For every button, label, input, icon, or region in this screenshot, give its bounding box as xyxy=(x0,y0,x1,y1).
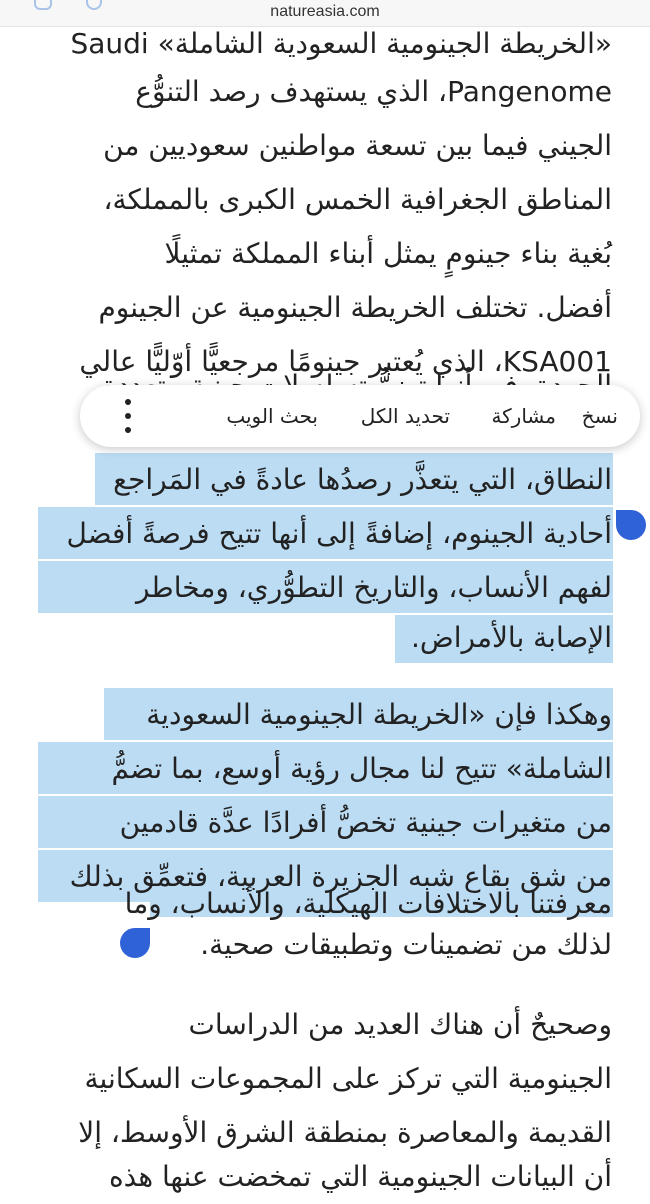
text-line: وهكذا فإن «الخريطة الجينومية السعودية xyxy=(146,698,612,731)
selection-start-handle[interactable] xyxy=(616,510,646,540)
text-line: لذلك من تضمينات وتطبيقات صحية. xyxy=(200,928,612,961)
text-line: أن البيانات الجينومية التي تمخضت عنها هذه xyxy=(108,1160,612,1193)
text-line: KSA001، الذي يُعتبر جينومًا مرجعيًّا أوّليًّا عالي xyxy=(79,345,612,378)
text-line: النطاق، التي يتعذَّر رصدُها عادةً في المَراجع xyxy=(113,463,612,496)
text-line: الإصابة بالأمراض. xyxy=(410,621,612,654)
text-selection-menu xyxy=(80,385,640,447)
more-vertical-icon[interactable] xyxy=(118,399,138,433)
text-line: القديمة والمعاصرة بمنطقة الشرق الأوسط، إلا xyxy=(78,1116,612,1149)
web-search-button[interactable]: بحث الويب xyxy=(226,404,318,428)
share-button[interactable]: مشاركة xyxy=(491,404,556,428)
text-line: أفضل. تختلف الخريطة الجينومية عن الجينوم xyxy=(98,291,612,324)
text-line: الجيني فيما بين تسعة مواطنين سعوديين من xyxy=(103,129,612,162)
text-line: أحادية الجينوم، إضافةً إلى أنها تتيح فرصةً أفضل xyxy=(66,517,612,550)
browser-url-bar[interactable] xyxy=(0,0,650,27)
select-all-button[interactable]: تحديد الكل xyxy=(360,404,450,428)
text-line: وصحيحٌ أن هناك العديد من الدراسات xyxy=(188,1008,612,1041)
selection-end-handle[interactable] xyxy=(120,928,150,958)
text-line: الجينومية التي تركز على المجموعات السكانية xyxy=(84,1062,612,1095)
text-line: «الخريطة الجينومية السعودية الشاملة» Saudi xyxy=(70,27,612,60)
text-line: Pangenome، الذي يستهدف رصد التنوُّع xyxy=(135,75,612,108)
text-line: المناطق الجغرافية الخمس الكبرى بالمملكة، xyxy=(103,183,612,216)
text-line: الشاملة» تتيح لنا مجال رؤية أوسع، بما تضمُّ xyxy=(111,752,612,785)
url-domain: natureasia.com xyxy=(270,3,380,20)
text-line: بُغية بناء جينومٍ يمثل أبناء المملكة تمثيلًا xyxy=(164,237,612,270)
copy-button[interactable]: نسخ xyxy=(581,404,618,428)
text-line: من شق بقاع شبه الجزيرة العربية، فتعمِّق بذلك xyxy=(69,860,612,893)
text-line: لفهم الأنساب، والتاريخ التطوُّري، ومخاطر xyxy=(135,571,612,604)
text-line: معرفتنا بالاختلافات الهيكلية، والأنساب، وما xyxy=(124,887,612,920)
text-line: من متغيرات جينية تخصُّ أفرادًا عدَّة قادمين xyxy=(119,806,612,839)
